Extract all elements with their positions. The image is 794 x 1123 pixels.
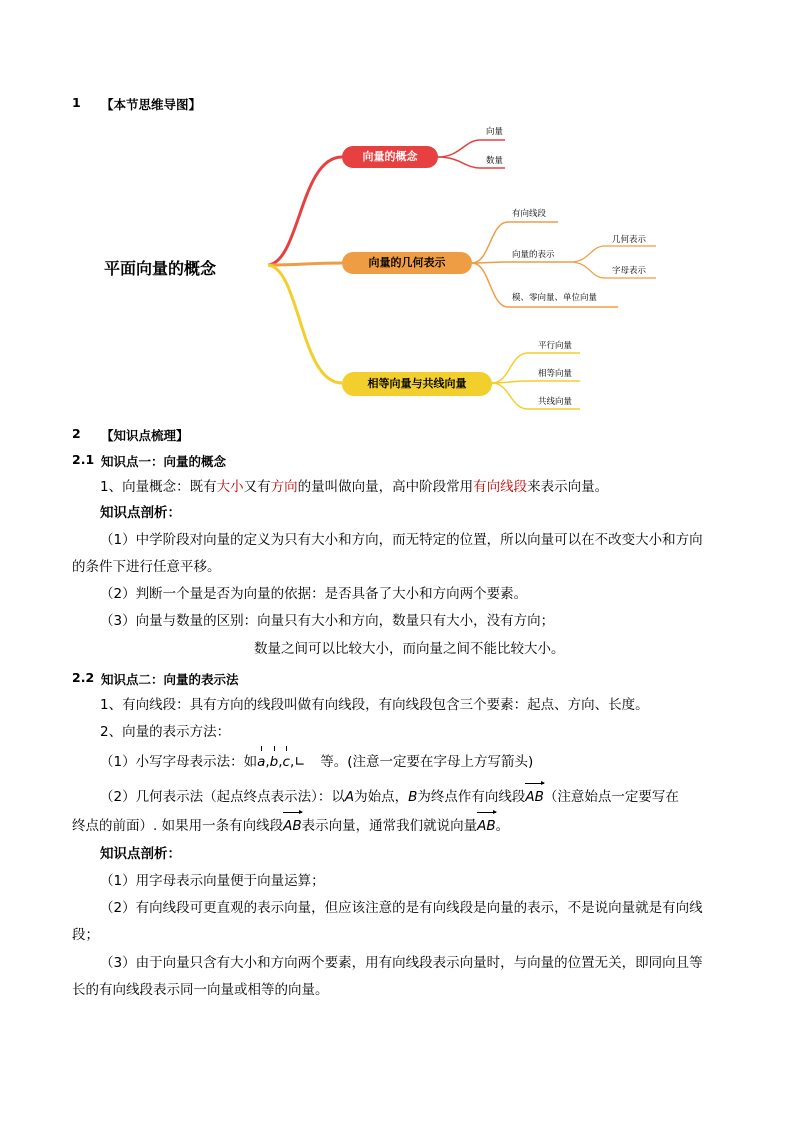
mind-map-leaf: 有向线段 (512, 209, 547, 219)
text: （注意始点一定要写在 (543, 789, 679, 805)
highlight-size: 大小 (216, 479, 244, 495)
note-3-line-2: 长的有向线段表示同一向量或相等的向量。 (72, 982, 329, 998)
note-1-line-2: 的条件下进行任意平移。 (72, 559, 221, 575)
connector-b1 (268, 157, 342, 265)
note-3-line-2: 数量之间可以比较大小，而向量之间不能比较大小。 (254, 641, 565, 657)
section-1-number: 1 (72, 95, 81, 110)
mind-map-branch-equal: 相等向量与共线向量 (342, 372, 492, 396)
connector-b3-leaf2 (492, 381, 580, 383)
vector-ab-label: AB (477, 818, 496, 834)
mind-map-leaf: 向量的表示 (512, 250, 555, 260)
vector-ab-label: AB (525, 789, 544, 805)
subsection-2-1-title: 知识点一：向量的概念 (101, 454, 227, 469)
mind-map-leaf: 相等向量 (538, 369, 573, 379)
text: （1）小写字母表示法：如 (100, 754, 258, 770)
mind-map-leaf: 字母表示 (612, 266, 647, 276)
method-letter (100, 752, 533, 772)
mind-map-connectors (0, 0, 794, 420)
vector-ab (283, 816, 302, 836)
text: 终点的前面）. 如果用一条有向线段 (72, 818, 284, 834)
text: （2）几何表示法（起点终点表示法）：以 (100, 789, 345, 805)
point-a: A (344, 789, 355, 805)
mind-map-leaf: 共线向量 (538, 397, 573, 407)
vector-ab (525, 787, 544, 807)
note-2: （2）判断一个量是否为向量的依据：是否具备了大小和方向两个要素。 (100, 586, 528, 602)
comma: , (265, 754, 270, 770)
text: 1、向量概念：既有 (100, 479, 217, 495)
connector-b2 (268, 263, 342, 265)
text: 的量叫做向量，高中阶段常用 (297, 479, 474, 495)
method-geometric-line-1 (100, 787, 679, 807)
mind-map-leaf: 向量 (486, 127, 504, 137)
vector-b: b (269, 754, 279, 770)
section-1-title: 【本节思维导图】 (101, 97, 202, 112)
mind-map-branch-geometric: 向量的几何表示 (342, 252, 472, 274)
paragraph-representation-methods: 2、向量的表示方法： (100, 724, 231, 740)
text: 又有 (243, 479, 271, 495)
text: 来表示向量。 (527, 479, 609, 495)
comma: , (278, 754, 283, 770)
text: 为终点作有向线段 (417, 789, 526, 805)
subsection-2-2-number: 2.2 (72, 670, 95, 685)
section-2-title: 【知识点梳理】 (101, 428, 189, 443)
ellipsis-glyph: ∟ (294, 754, 306, 770)
mind-map-root: 平面向量的概念 (104, 259, 217, 278)
vector-ab (477, 816, 496, 836)
text: 等。(注意一定要在字母上方写箭头) (320, 754, 534, 770)
subsection-2-2-title: 知识点二：向量的表示法 (101, 672, 239, 687)
note-3: （3）向量与数量的区别：向量只有大小和方向，数量只有大小，没有方向； (100, 613, 555, 629)
connector-b2-leaf2 (472, 262, 570, 263)
mind-map-leaf: 几何表示 (612, 235, 647, 245)
highlight-directed-segment: 有向线段 (473, 479, 528, 495)
text: 为始点， (354, 789, 409, 805)
note-2-line-2: 段； (72, 927, 99, 943)
analysis-label: 知识点剖析： (100, 505, 181, 521)
text: 。 (495, 818, 510, 834)
vector-c: c (282, 754, 290, 770)
paragraph-directed-segment: 1、有向线段：具有方向的线段叫做有向线段，有向线段包含三个要素：起点、方向、长度。 (100, 697, 649, 713)
mind-map-leaf: 模、零向量、单位向量 (512, 293, 598, 303)
paragraph-vector-concept (100, 477, 608, 497)
method-geometric-line-2 (72, 816, 509, 836)
analysis-label: 知识点剖析： (100, 846, 181, 862)
text: 表示向量，通常我们就说向量 (301, 818, 478, 834)
vector-ab-label: AB (283, 818, 302, 834)
connector-b2-sub1 (570, 246, 656, 262)
section-2-number: 2 (72, 426, 81, 441)
connector-b3 (268, 265, 342, 383)
note-3-line-1: （3）由于向量只含有大小和方向两个要素，用有向线段表示向量时，与向量的位置无关，即同向且等 (100, 955, 703, 971)
note-1-line-1: （1）中学阶段对向量的定义为只有大小和方向，而无特定的位置，所以向量可以在不改变大小和方向 (100, 532, 703, 548)
point-b: B (408, 789, 418, 805)
comma: , (289, 754, 295, 770)
vector-a: a (257, 754, 266, 770)
mind-map-leaf: 平行向量 (538, 341, 573, 351)
note-1: （1）用字母表示向量便于向量运算； (100, 873, 325, 889)
highlight-direction: 方向 (270, 479, 298, 495)
mind-map-branch-concept: 向量的概念 (342, 146, 438, 168)
note-2-line-1: （2）有向线段可更直观的表示向量，但应该注意的是有向线段是向量的表示，不是说向量就是有向线 (100, 900, 703, 916)
subsection-2-1-number: 2.1 (72, 452, 95, 467)
mind-map-leaf: 数量 (486, 156, 504, 166)
